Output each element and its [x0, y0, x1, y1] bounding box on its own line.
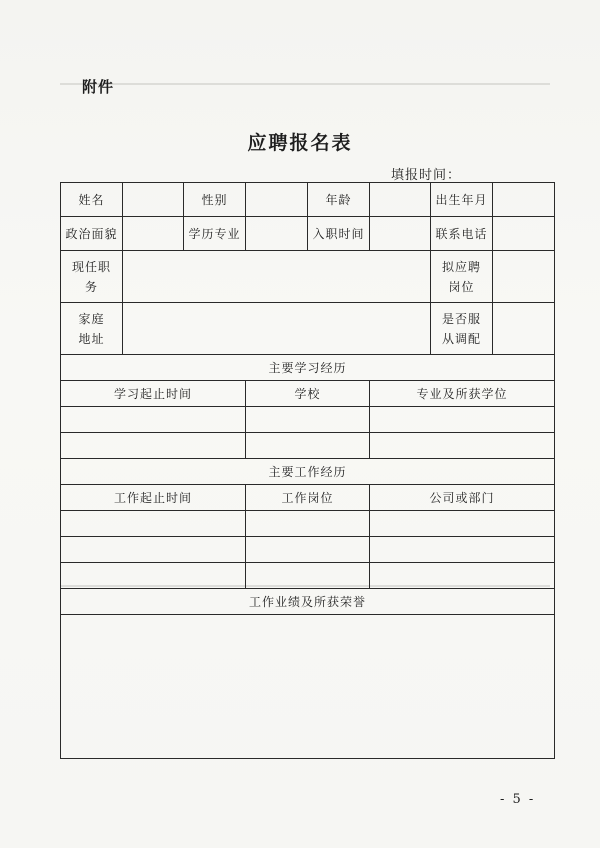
basic-info-row-2: [61, 217, 555, 251]
political-status-input-cell[interactable]: [123, 217, 184, 251]
work-section-row: [61, 459, 555, 485]
page-number: - 5 -: [500, 792, 536, 807]
education-major-input-cell[interactable]: [246, 217, 308, 251]
study-period-cell[interactable]: [61, 433, 246, 459]
study-section-row: [61, 355, 555, 381]
age-label: 年龄: [308, 183, 370, 217]
intended-position-label: [431, 251, 493, 303]
work-row: [61, 537, 555, 563]
political-status-label: 政治面貌: [61, 217, 123, 251]
major-degree-header: 专业及所获学位: [370, 381, 555, 407]
company-department-cell[interactable]: [370, 563, 555, 589]
address-row: [61, 303, 555, 355]
achievements-input-cell[interactable]: [61, 615, 555, 759]
school-header: 学校: [246, 381, 370, 407]
birth-label: 出生年月: [431, 183, 493, 217]
company-department-cell[interactable]: [370, 511, 555, 537]
home-address-label: [61, 303, 123, 355]
current-position-input-cell[interactable]: [123, 251, 431, 303]
age-input-cell[interactable]: [370, 183, 431, 217]
join-date-label: 入职时间: [308, 217, 370, 251]
intended-position-input-cell[interactable]: [493, 251, 555, 303]
work-period-cell[interactable]: [61, 563, 246, 589]
major-degree-cell[interactable]: [370, 433, 555, 459]
obey-adjustment-input-cell[interactable]: [493, 303, 555, 355]
job-position-cell[interactable]: [246, 537, 370, 563]
home-address-label-line1: 家庭: [78, 311, 105, 326]
intended-position-label-line2: 岗位: [448, 279, 475, 294]
study-period-header: 学习起止时间: [61, 381, 246, 407]
achievements-section-row: [61, 589, 555, 615]
major-degree-cell[interactable]: [370, 407, 555, 433]
job-position-cell[interactable]: [246, 563, 370, 589]
obey-adjustment-label-line2: 从调配: [441, 331, 481, 346]
birth-input-cell[interactable]: [493, 183, 555, 217]
school-cell[interactable]: [246, 433, 370, 459]
current-position-label-line2: 务: [84, 279, 98, 294]
intended-position-label-line1: 拟应聘: [441, 259, 481, 274]
study-row: [61, 407, 555, 433]
achievements-section-title: 工作业绩及所获荣誉: [61, 589, 555, 615]
phone-input-cell[interactable]: [493, 217, 555, 251]
phone-label: 联系电话: [431, 217, 493, 251]
education-major-label: 学历专业: [184, 217, 246, 251]
study-row: [61, 433, 555, 459]
position-row: [61, 251, 555, 303]
bleed-through-line: [60, 83, 550, 85]
gender-label: 性别: [184, 183, 246, 217]
company-department-header: 公司或部门: [370, 485, 555, 511]
name-label: 姓名: [61, 183, 123, 217]
obey-adjustment-label-line1: 是否服: [441, 311, 481, 326]
work-section-title: 主要工作经历: [61, 459, 555, 485]
achievements-row: [61, 615, 555, 759]
fill-date-label: 填报时间：: [391, 168, 462, 183]
annex-label: 附件: [82, 78, 115, 96]
work-period-header: 工作起止时间: [61, 485, 246, 511]
job-position-header: 工作岗位: [246, 485, 370, 511]
study-header-row: [61, 381, 555, 407]
current-position-label-line1: 现任职: [71, 259, 111, 274]
job-position-cell[interactable]: [246, 511, 370, 537]
form-title: 应聘报名表: [247, 132, 353, 154]
current-position-label: [61, 251, 123, 303]
name-input-cell[interactable]: [123, 183, 184, 217]
home-address-label-line2: 地址: [78, 331, 105, 346]
work-header-row: [61, 485, 555, 511]
gender-input-cell[interactable]: [246, 183, 308, 217]
work-row: [61, 563, 555, 589]
registration-form-table: [60, 182, 555, 759]
obey-adjustment-label: [431, 303, 493, 355]
join-date-input-cell[interactable]: [370, 217, 431, 251]
work-row: [61, 511, 555, 537]
basic-info-row-1: [61, 183, 555, 217]
study-period-cell[interactable]: [61, 407, 246, 433]
study-section-title: 主要学习经历: [61, 355, 555, 381]
company-department-cell[interactable]: [370, 537, 555, 563]
school-cell[interactable]: [246, 407, 370, 433]
work-period-cell[interactable]: [61, 537, 246, 563]
work-period-cell[interactable]: [61, 511, 246, 537]
home-address-input-cell[interactable]: [123, 303, 431, 355]
